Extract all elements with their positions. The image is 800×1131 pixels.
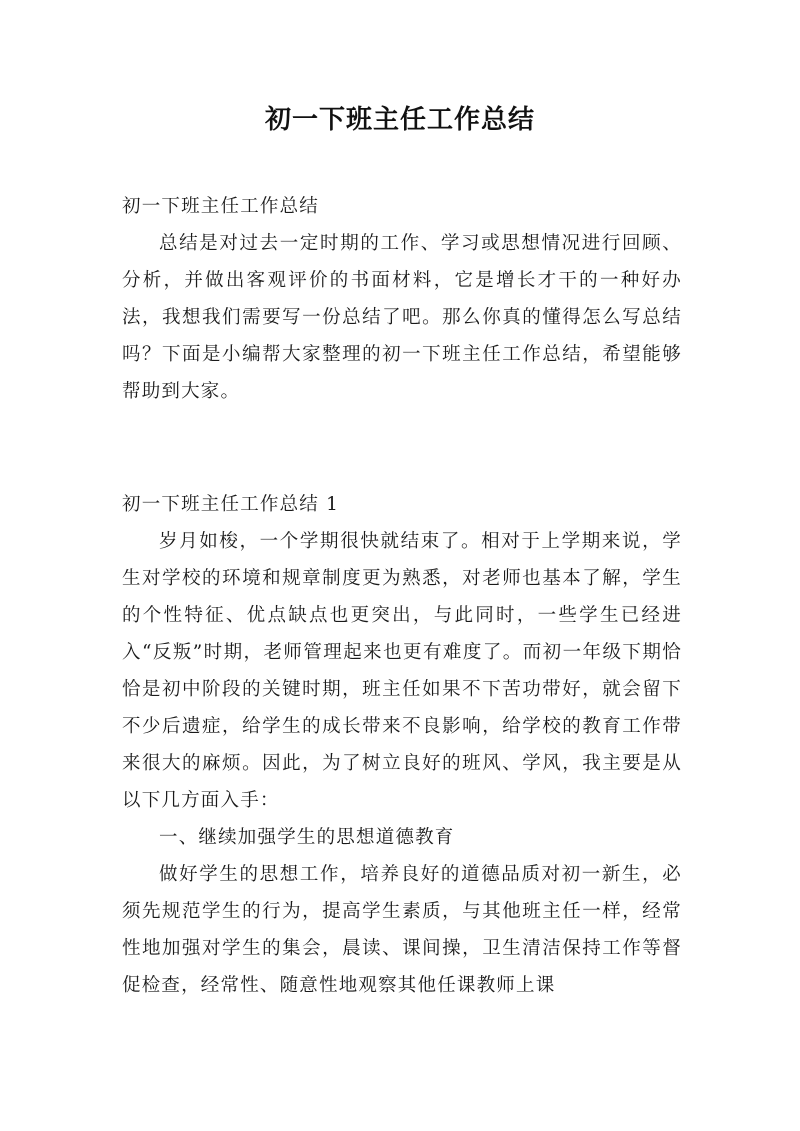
point1-heading-block [122,819,682,856]
intro-paragraph: 总结是对过去一定时期的工作、学习或思想情况进行回顾、分析，并做出客观评价的书面材料，它是增长才干的一种好办法，我想我们需要写一份总结了吧。那么你真的懂得怎么写总结吗？下面是小编帮大家整理的初一下班主任工作总结，希望能够帮助到大家。 [122,233,682,402]
section1-paragraph: 岁月如梭，一个学期很快就结束了。相对于上学期来说，学生对学校的环境和规章制度更为熟悉，对老师也基本了解，学生的个性特征、优点缺点也更突出，与此同时，一些学生已经进入“反叛”时期，老师管理起来也更有难度了。而初一年级下期恰恰是初中阶段的关键时期，班主任如果不下苦功带好，就会留下不少后遗症，给学生的成长带来不良影响，给学校的教育工作带来很大的麻烦。因此，为了树立良好的班风、学风，我主要是从以下几方面入手： [122,531,682,811]
point1-heading: 一、继续加强学生的思想道德教育 [159,827,455,848]
intro-paragraph-block [122,225,682,410]
section1-paragraph-block [122,523,682,819]
point1-paragraph-block [122,856,682,1004]
document-title: 初一下班主任工作总结 [264,105,535,135]
section1-heading: 初一下班主任工作总结 1 [122,494,340,515]
point1-paragraph: 做好学生的思想工作，培养良好的道德品质对初一新生，必须先规范学生的行为，提高学生素质，与其他班主任一样，经常性地加强对学生的集会，晨读、课间操，卫生清洁保持工作等督促检查，经常性、随意性地观察其他任课教师上课 [122,864,682,996]
intro-heading: 初一下班主任工作总结 [122,196,320,217]
